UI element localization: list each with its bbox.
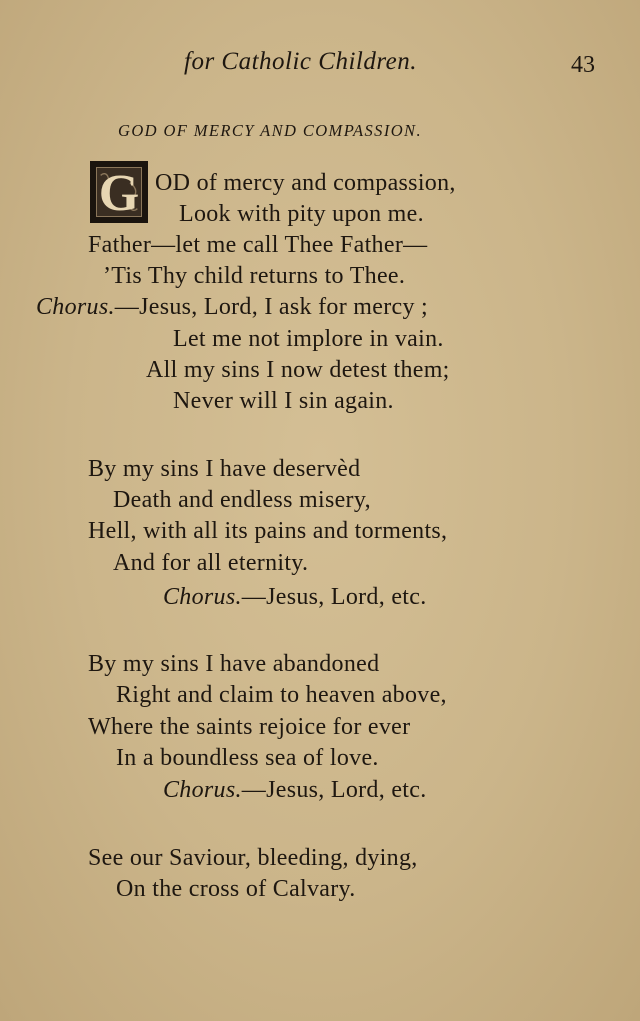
chorus-label: Chorus. [36,294,115,320]
stanza2-line3: Hell, with all its pains and torments, [88,518,448,544]
stanza2-chorus-label: Chorus. [163,584,242,610]
running-header: for Catholic Children. [184,48,417,75]
chorus-line1-text: —Jesus, Lord, I ask for mercy ; [114,294,429,320]
stanza2-line4: And for all eternity. [113,550,309,576]
stanza1-line1: OD of mercy and compassion, [155,170,456,196]
stanza2-line2: Death and endless misery, [113,487,371,513]
stanza3-line2: Right and claim to heaven above, [116,682,447,708]
stanza3-line3: Where the saints rejoice for ever [88,714,411,740]
stanza1-line3: Father—let me call Thee Father— [88,232,428,258]
chorus-line4: Never will I sin again. [173,388,394,414]
page-number: 43 [571,52,595,78]
stanza4-line1: See our Saviour, bleeding, dying, [88,845,418,871]
chorus-line2: Let me not implore in vain. [173,326,444,352]
stanza3-line1: By my sins I have abandoned [88,651,380,677]
chorus-line1 [36,294,428,321]
stanza3-chorus-label: Chorus. [163,777,242,803]
stanza3-chorus-text: —Jesus, Lord, etc. [241,777,427,803]
hymn-title: GOD OF MERCY AND COMPASSION. [118,121,422,140]
stanza4-line2: On the cross of Calvary. [116,876,356,902]
stanza3-chorus-ref [163,777,427,804]
stanza3-line4: In a boundless sea of love. [116,745,379,771]
drop-cap-frame [96,165,142,222]
chorus-line3: All my sins I now detest them; [146,357,450,383]
ornamental-drop-cap [90,161,148,223]
stanza2-chorus-text: —Jesus, Lord, etc. [241,584,427,610]
stanza1-line4: ’Tis Thy child returns to Thee. [103,263,406,289]
drop-cap-letter: G [98,165,140,222]
stanza2-chorus-ref [163,584,427,611]
stanza1-line2: Look with pity upon me. [179,201,424,227]
stanza2-line1: By my sins I have deservèd [88,456,361,482]
